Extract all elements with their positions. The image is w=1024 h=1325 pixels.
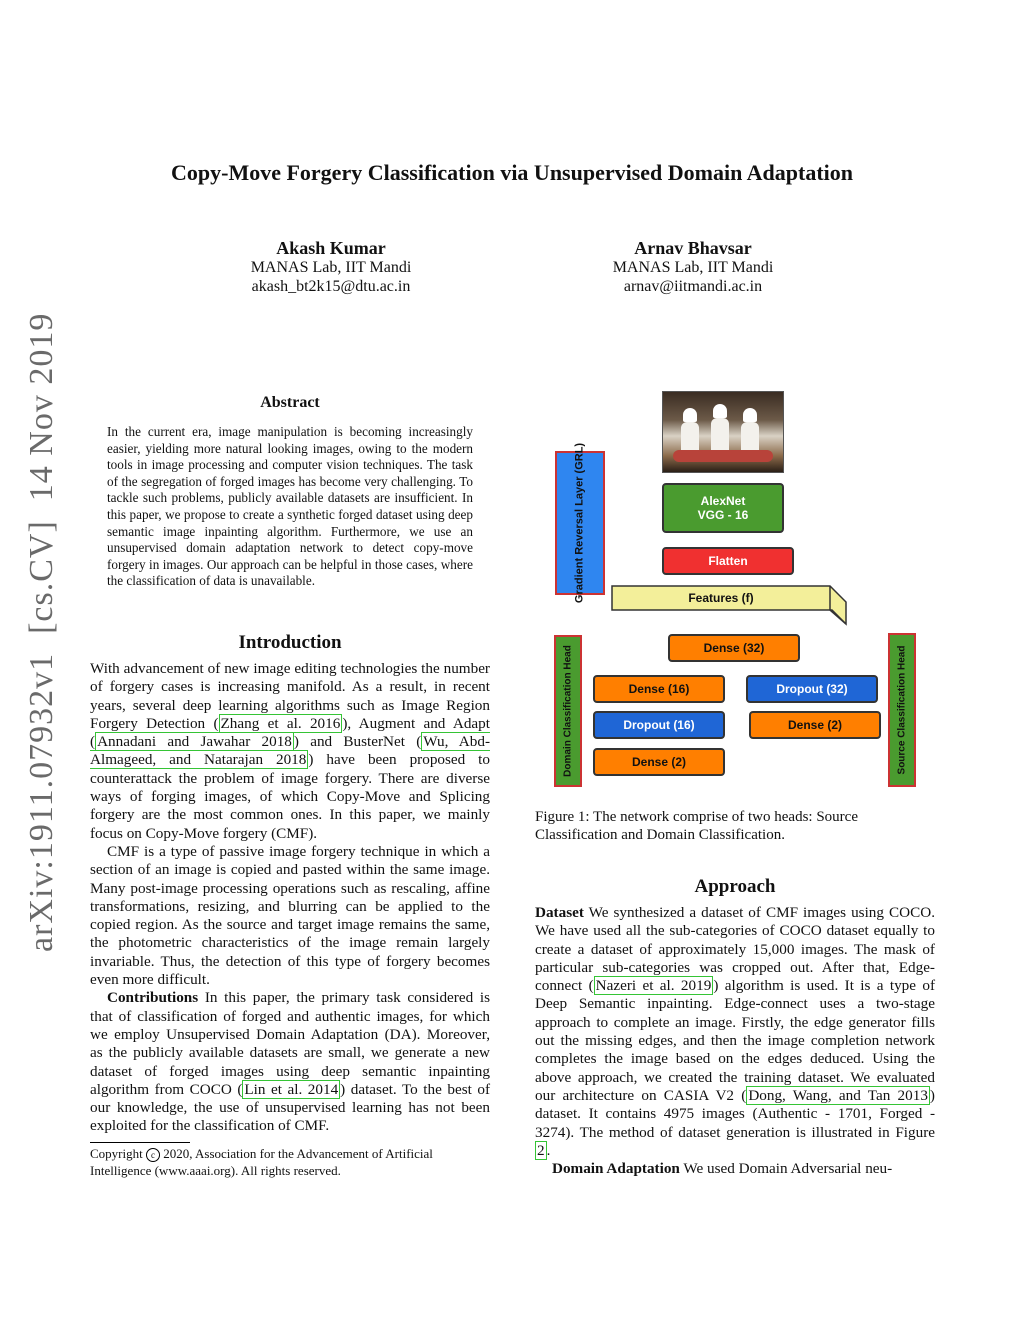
author-email: arnav@iitmandi.ac.in bbox=[623, 278, 763, 295]
features-label: Features (f) bbox=[688, 591, 754, 605]
author-name: Arnav Bhavsar bbox=[634, 238, 752, 258]
copyright-footnote bbox=[90, 1146, 490, 1179]
text-run: ) and BusterNet ( bbox=[293, 733, 422, 751]
intro-paragraph-1 bbox=[90, 660, 490, 843]
text-run: ), Augment and Adapt ( bbox=[90, 714, 490, 751]
text-run: We used Domain Adversarial neu- bbox=[679, 1160, 893, 1178]
approach-section bbox=[535, 876, 935, 1178]
food-display bbox=[673, 450, 773, 462]
dense16-box: Dense (16) bbox=[593, 675, 725, 703]
domain-head-label: Domain Classification Head bbox=[562, 645, 574, 777]
citation-link[interactable]: Dong, Wang, and Tan 2013 bbox=[748, 1086, 928, 1104]
dropout16-box: Dropout (16) bbox=[593, 711, 725, 739]
approach-body bbox=[535, 904, 935, 1178]
author-block-2 bbox=[543, 239, 843, 296]
figure-ref-link[interactable]: 2 bbox=[537, 1141, 545, 1159]
source-head-label: Source Classification Head bbox=[896, 645, 908, 775]
introduction-body bbox=[90, 660, 490, 1136]
domain-adaptation-paragraph bbox=[535, 1160, 935, 1178]
text-run: . bbox=[546, 1141, 551, 1159]
author-affiliation: MANAS Lab, IIT Mandi bbox=[250, 259, 412, 276]
author-affiliation: MANAS Lab, IIT Mandi bbox=[612, 259, 774, 276]
text-run: 2020, Association for the Advancement of Artificial Intelligence (www.aaai.org). All rights reserved. bbox=[90, 1146, 433, 1178]
dataset-label: Dataset bbox=[535, 904, 584, 921]
dense2-left-box: Dense (2) bbox=[593, 748, 725, 776]
citation-link[interactable]: Lin et al. 2014 bbox=[244, 1080, 339, 1098]
grl-bar bbox=[555, 442, 605, 604]
author-block-1 bbox=[181, 239, 481, 296]
chef-hat bbox=[683, 408, 697, 422]
text-run: With advancement of new image editing technologies the number of forgery cases is increasing manifold. As a result, in recent years, several deep learning algorithms such as Image Region Forgery Detection ( bbox=[90, 660, 490, 732]
chef-hat bbox=[743, 408, 757, 422]
introduction-section bbox=[90, 632, 490, 1136]
citation-link[interactable]: Zhang et al. 2016 bbox=[220, 714, 341, 732]
text-run: Copyright bbox=[90, 1146, 146, 1161]
author-email: akash_bt2k15@dtu.ac.in bbox=[251, 278, 411, 295]
abstract-text: In the current era, image manipulation is becoming increasingly easier, yielding more natural looking images, owing to the modern tools in image processing and computer vision techniques. The task of the segregation of forged images has become very challenging. To tackle such problems, publicly available datasets are insufficient. In this paper, we propose to create a synthetic forged dataset using deep semantic image inpainting algorithm. Furthermore, we use an unsupervised domain adaptation network to detect copy-move forgery in images. Our approach can be helpful in those cases, where the classification of data is unavailable. bbox=[107, 424, 473, 589]
domain-head-bar bbox=[554, 635, 582, 787]
text-run: ) dataset. To the best of our knowledge, the use of unsupervised learning has not been exploited for the classification of CMF. bbox=[90, 1080, 491, 1135]
dataset-paragraph bbox=[535, 904, 935, 1160]
backbone-label: VGG - 16 bbox=[697, 508, 749, 522]
citation-link[interactable]: Wu, Abd-Almageed, and Natarajan 2018 bbox=[90, 733, 490, 769]
text-run: ) dataset. It contains 4975 images (Authentic - 1701, Forged - 3274). The method of dataset generation is illustrated in Figure bbox=[535, 1086, 935, 1141]
approach-heading: Approach bbox=[694, 876, 776, 897]
intro-paragraph-3 bbox=[90, 989, 490, 1135]
text-run: In this paper, the primary task considered is that of classification of forged and authentic images, for which we employ Unsupervised Domain Adaptation (DA). Moreover, as the publicly available datasets are small, we generate a new dataset of forged images using deep semantic inpainting algorithm from COCO ( bbox=[90, 989, 490, 1098]
flatten-box: Flatten bbox=[662, 547, 794, 575]
copyright-symbol: c bbox=[146, 1148, 160, 1162]
source-head-bar bbox=[888, 633, 916, 787]
author-name: Akash Kumar bbox=[276, 238, 386, 258]
backbone-box bbox=[662, 483, 784, 533]
intro-paragraph-2: CMF is a type of passive image forgery technique in which a section of an image is copied and pasted within the same image. Many post-image processing operations such as rescaling, affine transformations, resizing, and blurring can be applied to the copied region. As the source and target image remains the same, the photometric characteristics of the image remain largely invariable. Thus, the detection of this type of forgery becomes even more difficult. bbox=[90, 842, 490, 989]
backbone-label: AlexNet bbox=[700, 494, 746, 508]
abstract-heading: Abstract bbox=[260, 394, 320, 411]
dropout32-box: Dropout (32) bbox=[746, 675, 878, 703]
paper-title: Copy-Move Forgery Classification via Unsupervised Domain Adaptation bbox=[171, 160, 853, 185]
sample-photo bbox=[662, 391, 784, 473]
figure-caption: Figure 1: The network comprise of two heads: Source Classification and Domain Classification. bbox=[535, 809, 858, 843]
text-run: ) have been proposed to counterattack the problem of image forgery. There are diverse ways of forging images, of which Copy-Move and Splicing forgery are the most common ones. In this paper, we mainly focus on Copy-Move forgery (CMF). bbox=[90, 751, 490, 842]
text-run: ) algorithm is used. It is a type of Deep Semantic inpainting. Edge-connect uses a two-stage approach to complete an image. Firstly, the edge generator fills out the missing edges, and then the image completion network completes the image based on the edges deduced. Using the above approach, we created the training dataset. We evaluated our architecture on CASIA V2 ( bbox=[535, 977, 936, 1104]
chef-hat bbox=[713, 404, 727, 418]
contributions-label: Contributions bbox=[107, 989, 199, 1007]
citation-link[interactable]: Nazeri et al. 2019 bbox=[595, 977, 712, 995]
footnote-rule bbox=[90, 1142, 190, 1143]
arxiv-stamp: arXiv:1911.07932v1 [cs.CV] 14 Nov 2019 bbox=[23, 312, 60, 952]
citation-link[interactable]: Annadani and Jawahar 2018 bbox=[97, 733, 292, 751]
introduction-heading: Introduction bbox=[238, 632, 342, 653]
text-run: We synthesized a dataset of CMF images using COCO. We have used all the sub-categories of COCO dataset equally to create a dataset of approximately 15,000 images. The mask of particular sub-categories was cropped out. After that, Edge-connect ( bbox=[535, 904, 935, 995]
domain-adaptation-label: Domain Adaptation bbox=[552, 1160, 680, 1178]
grl-label: Gradient Reversal Layer (GRL) bbox=[573, 442, 586, 604]
dense32-box: Dense (32) bbox=[668, 634, 800, 662]
dense2-right-box: Dense (2) bbox=[749, 711, 881, 739]
